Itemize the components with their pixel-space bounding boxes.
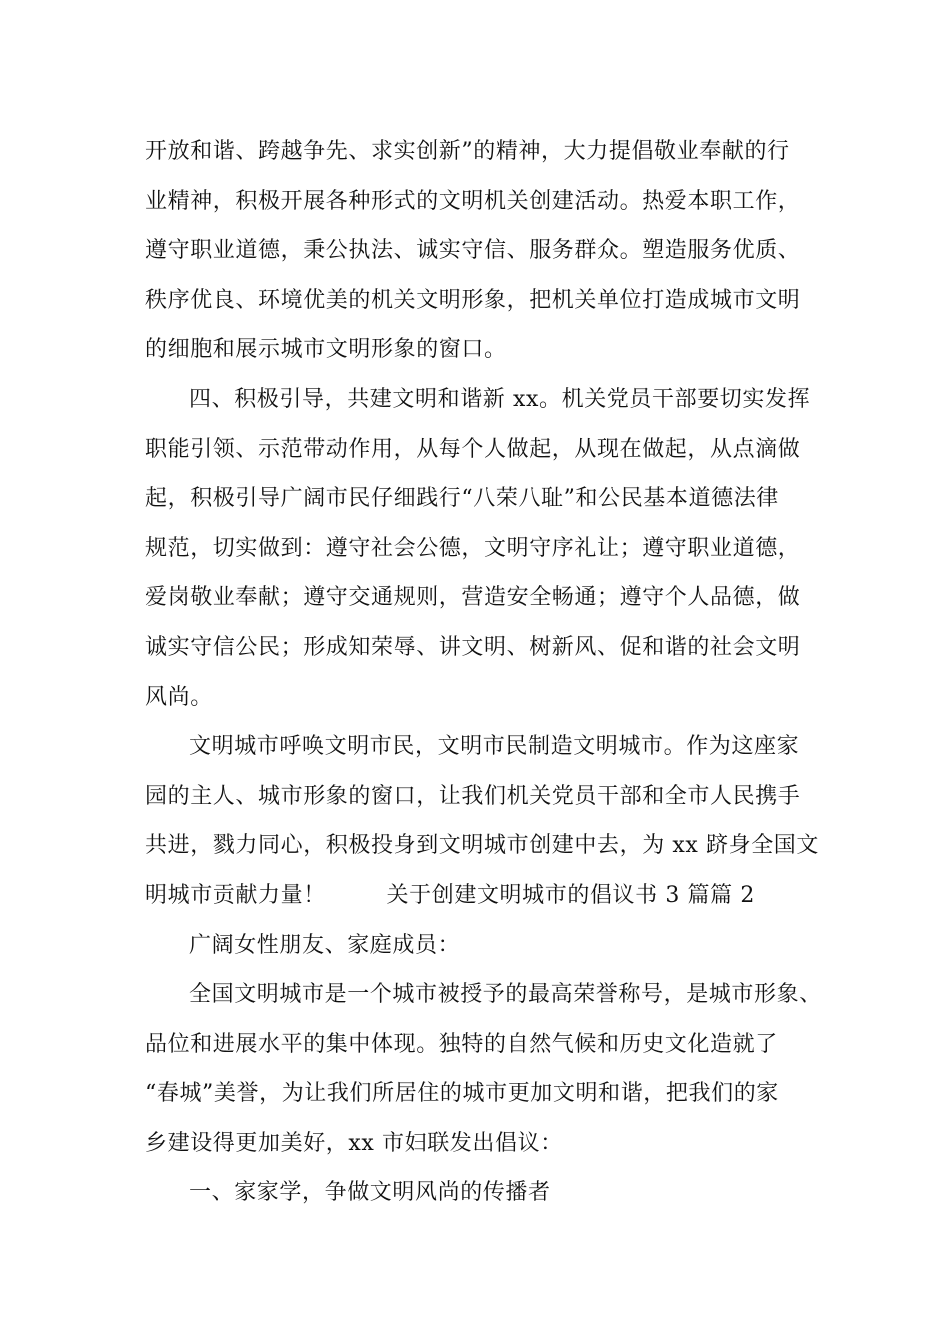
text-line: 风尚。 xyxy=(145,684,213,710)
text-line: 开放和谐、跨越争先、求实创新”的精神，大力提倡敬业奉献的行 xyxy=(145,139,790,164)
text-line: 乡建设得更加美好，xx 市妇联发出倡议： xyxy=(145,1130,563,1156)
text-line: 起，积极引导广阔市民仔细践行“八荣八耻”和公民基本道德法律 xyxy=(145,486,779,512)
text-line: 一、家家学，争做文明风尚的传播者 xyxy=(189,1180,551,1206)
text-line: 全国文明城市是一个城市被授予的最高荣誉称号，是城市形象、 xyxy=(189,982,822,1008)
text-line: 规范，切实做到：遵守社会公德，文明守序礼让；遵守职业道德， xyxy=(145,535,801,561)
text-line: “春城”美誉，为让我们所居住的城市更加文明和谐，把我们的家 xyxy=(145,1081,779,1107)
document-body xyxy=(145,127,822,1218)
text-line: 遵守职业道德，秉公执法、诚实守信、服务群众。塑造服务优质、 xyxy=(145,238,801,264)
text-line: 爱岗敬业奉献；遵守交通规则，营造安全畅通；遵守个人品德，做 xyxy=(145,585,801,611)
text-line: 园的主人、城市形象的窗口，让我们机关党员干部和全市人民携手 xyxy=(145,783,801,809)
text-line: 职能引领、示范带动作用，从每个人做起，从现在做起，从点滴做 xyxy=(145,436,801,462)
text-line: 诚实守信公民；形成知荣辱、讲文明、树新风、促和谐的社会文明 xyxy=(145,634,801,660)
text-line: 广阔女性朋友、家庭成员： xyxy=(189,932,461,958)
text-line: 共进，戮力同心，积极投身到文明城市创建中去，为 xx 跻身全国文 xyxy=(145,833,820,859)
text-line: 明城市贡献力量！ 关于创建文明城市的倡议书 3 篇篇 2 xyxy=(145,882,755,908)
text-line: 业精神，积极开展各种形式的文明机关创建活动。热爱本职工作， xyxy=(145,188,801,214)
text-line: 的细胞和展示城市文明形象的窗口。 xyxy=(145,337,507,363)
text-line: 四、积极引导，共建文明和谐新 xx。机关党员干部要切实发挥 xyxy=(189,386,811,412)
text-line: 品位和进展水平的集中体现。独特的自然气候和历史文化造就了 xyxy=(145,1031,778,1057)
text-line: 文明城市呼唤文明市民，文明市民制造文明城市。作为这座家 xyxy=(189,734,800,760)
text-line: 秩序优良、环境优美的机关文明形象，把机关单位打造成城市文明 xyxy=(145,287,801,313)
